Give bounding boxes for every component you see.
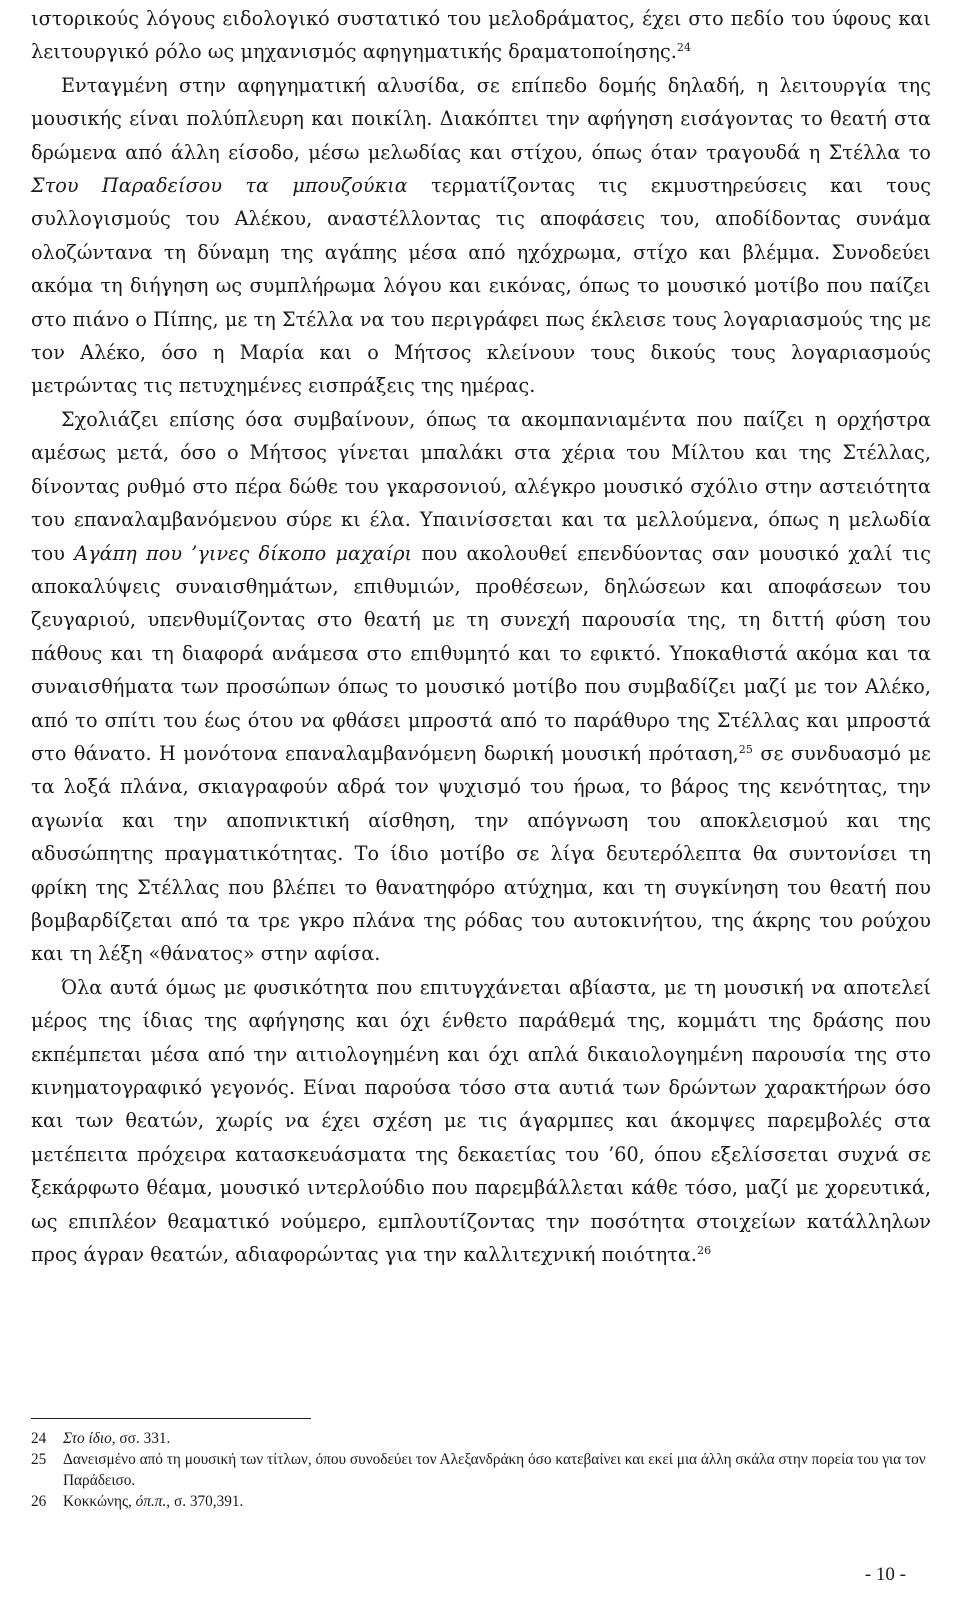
footnote-26: [31, 1491, 936, 1512]
paragraph-2: Ενταγμένη στην αφηγηματική αλυσίδα, σε επίπεδο δομής δηλαδή, η λειτουργία της μουσικής είναι πολύπλευρη και ποικίλη. Διακόπτει την αφήγηση εισάγοντας το θεατή στα δρώμενα από άλλη είσοδο, μέσω μελωδίας και στίχου, όπως όταν τραγουδά η Στέλλα το Στου Παραδείσου τα μπουζούκια τερματίζοντας τις εκμυστηρεύσεις και τους συλλογισμούς του Αλέκου, αναστέλλοντας τις αποφάσεις του, αποδίδοντας συνάμα ολοζώντανα τη δύναμη της αγάπης μέσα από ηχόχρωμα, στίχο και βλέμμα. Συνοδεύει ακόμα τη διήγηση ως συμπλήρωμα λόγου και εικόνας, όπως το μουσικό μοτίβο που παίζει στο πιάνο ο Πίπης, με τη Στέλλα να του περιγράφει πως έκλεισε τους λογαριασμούς της με τον Αλέκο, όσο η Μαρία και ο Μήτσος κλείνουν τους δικούς τους λογαριασμούς μετρώντας τις πετυχημένες εισπράξεις της ημέρας.: [31, 73, 931, 398]
footnote-divider: [31, 1418, 311, 1419]
footnote-text: Στο ίδιο, σσ. 331.: [63, 1430, 171, 1447]
footnote-number: 26: [31, 1493, 47, 1510]
song-title-italic: Στου Παραδείσου τα μπουζούκια: [31, 174, 408, 198]
footnote-text: Κοκκώνης, όπ.π., σ. 370,391.: [63, 1493, 244, 1510]
footnote-number: 25: [31, 1451, 47, 1468]
footnote-number: 24: [31, 1430, 47, 1447]
paragraph-3: Σχολιάζει επίσης όσα συμβαίνουν, όπως τα ακομπανιαμέντα που παίζει η ορχήστρα αμέσως μετά, όσο ο Μήτσος γίνεται μπαλάκι στα χέρια του Μίλτου και της Στέλλας, δίνοντας ρυθμό στο πέρα δώθε του γκαρσονιού, αλέγκρο μουσικό σχόλιο στην αστειότητα του επαναλαμβανόμενου σύρε κι έλα. Υπαινίσσεται και τα μελλούμενα, όπως η μελωδία του Αγάπη που ’γινες δίκοπο μαχαίρι που ακολουθεί επενδύοντας σαν μουσικό χαλί τις αποκαλύψεις συναισθημάτων, επιθυμιών, προθέσεων, δηλώσεων και αποφάσεων του ζευγαριού, υπενθυμίζοντας στο θεατή με τη συνεχή παρουσία της, τη διττή φύση του πάθους και τη διαφορά ανάμεσα στο επιθυμητό και το εφικτό. Υποκαθιστά ακόμα και τα συναισθήματα των προσώπων όπως το μουσικό μοτίβο που συμβαδίζει μαζί με τον Αλέκο, από το σπίτι του έως ότου να φθάσει μπροστά από το παράθυρο της Στέλλας και μπροστά στο θάνατο. Η μονότονα επαναλαμβανόμενη δωρική μουσική πρόταση,$^{25}$ σε συνδυασμό με τα λοξά πλάνα, σκιαγραφούν αδρά τον ψυχισμό του ήρωα, το βάρος της κενότητας, την αγωνία και την αποπνικτική αίσθηση, την απόγνωση του αποκλεισμού και της αδυσώπητης πραγματικότητας. Το ίδιο μοτίβο σε λίγα δευτερόλεπτα θα συντονίσει τη φρίκη της Στέλλας που βλέπει το θανατηφόρο ατύχημα, και τη συγκίνηση του θεατή που βομβαρδίζεται από τα τρε γκρο πλάνα της ρόδας του αυτοκινήτου, της άκρης του ρούχου και τη λέξη «θάνατος» στην αφίσα.: [31, 407, 931, 966]
footnote-24: [31, 1428, 936, 1449]
footnote-ref-25[interactable]: 25: [738, 742, 753, 756]
paragraph-4: Όλα αυτά όμως με φυσικότητα που επιτυγχάνεται αβίαστα, με τη μουσική να αποτελεί μέρος της ίδιας της αφήγησης και όχι ένθετο παράθεμά της, κομμάτι της δράσης που εκπέμπεται μέσα από την αιτιολογημένη και όχι απλά δικαιολογημένη παρουσία της στο κινηματογραφικό γεγονός. Είναι παρούσα τόσο στα αυτιά των δρώντων χαρακτήρων όσο και των θεατών, χωρίς να έχει σχέση με τις άγαρμπες και άκομψες παρεμβολές στα μετέπειτα πρόχειρα κατασκευάσματα της δεκαετίας του ’60, όπου εξελίσσεται συχνά σε ξεκάρφωτο θέαμα, μουσικό ιντερλούδιο που παρεμβάλλεται κάθε τόσο, μαζί με χορευτικά, ως επιπλέον θεαματικό νούμερο, εμπλουτίζοντας την ποσότητα στοιχείων κατάλληλων προς άγραν θεατών, αδιαφορώντας για την καλλιτεχνική ποιότητα.$^{26}$: [31, 975, 931, 1267]
page-number: - 10 -: [864, 1564, 906, 1585]
paragraph-1: ιστορικούς λόγους ειδολογικό συστατικό του μελοδράματος, έχει στο πεδίο του ύφους και λειτουργικό ρόλο ως μηχανισμός αφηγηματικής δραματοποίησης.$^{24}$: [31, 7, 931, 64]
page-body: [31, 2, 931, 1271]
footnotes: [31, 1418, 936, 1512]
footnote-25: [31, 1449, 936, 1491]
song-title-italic: Αγάπη που ’γινες δίκοπο μαχαίρι: [74, 541, 413, 565]
footnote-ref-26[interactable]: 26: [697, 1244, 712, 1258]
footnote-ref-24[interactable]: 24: [676, 41, 692, 55]
footnote-text: Δανεισμένο από τη μουσική των τίτλων, όπου συνοδεύει τον Αλεξανδράκη όσο κατεβαίνει και εκεί μια άλλη σκάλα στην πορεία του για τον Παράδεισο.: [63, 1451, 926, 1489]
body-text: [31, 2, 931, 1271]
